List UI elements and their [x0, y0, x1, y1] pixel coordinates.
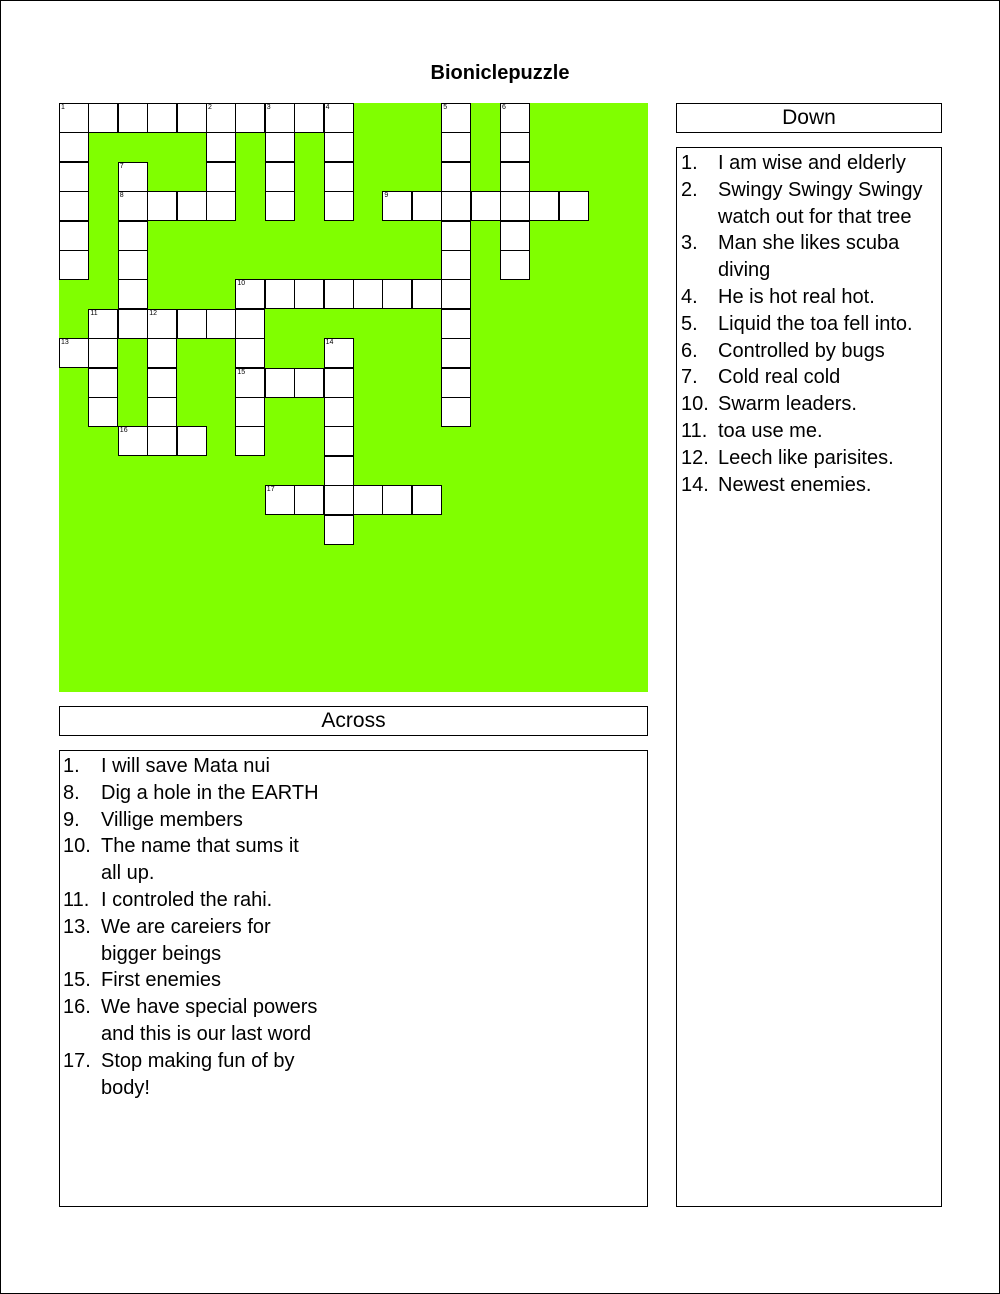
clue-text: I will save Mata nui	[101, 755, 270, 777]
cell-number: 9	[384, 192, 389, 200]
clue-text: We are careiers for bigger beings	[101, 915, 271, 965]
grid-cell[interactable]	[147, 309, 177, 339]
down-clue	[681, 364, 941, 391]
grid-cell[interactable]	[177, 309, 207, 339]
grid-cell[interactable]	[265, 279, 295, 309]
grid-cell[interactable]	[324, 103, 354, 133]
grid-cell[interactable]	[441, 279, 471, 309]
clue-number: 6.	[681, 339, 698, 362]
clue-number: 8.	[63, 781, 80, 804]
cell-number: 7	[119, 162, 124, 170]
clue-number: 13.	[63, 915, 91, 938]
grid-cell[interactable]	[441, 338, 471, 368]
grid-cell[interactable]	[324, 456, 354, 486]
grid-cell[interactable]	[206, 103, 236, 133]
grid-cell[interactable]	[382, 279, 412, 309]
across-header: Across	[59, 706, 648, 736]
grid-cell[interactable]	[265, 103, 295, 133]
grid-cell[interactable]	[353, 485, 383, 515]
clue-text: Swingy Swingy Swingy watch out for that tree	[718, 178, 923, 228]
clue-number: 11.	[681, 419, 708, 442]
puzzle-title: Bioniclepuzzle	[430, 62, 570, 84]
grid-cell[interactable]	[500, 250, 530, 280]
grid-cell[interactable]	[235, 368, 265, 398]
across-clue	[63, 914, 647, 968]
grid-cell[interactable]	[206, 309, 236, 339]
grid-cell[interactable]	[206, 162, 236, 192]
cell-number: 6	[502, 104, 506, 111]
cell-number: 8	[119, 192, 124, 200]
grid-cell[interactable]	[206, 191, 236, 221]
clue-text: We have special powers and this is our last word	[101, 996, 318, 1045]
down-clue	[681, 472, 941, 499]
down-clue-list	[677, 148, 941, 498]
grid-cell[interactable]	[118, 191, 148, 221]
grid-cell[interactable]	[294, 368, 324, 398]
grid-cell[interactable]	[324, 162, 354, 192]
grid-cell[interactable]	[147, 191, 177, 221]
grid-cell[interactable]	[88, 368, 118, 398]
clue-number: 12.	[681, 446, 709, 469]
across-clue	[63, 1048, 647, 1102]
grid-cell[interactable]	[265, 485, 295, 515]
grid-cell[interactable]	[118, 426, 148, 456]
clue-number: 4.	[681, 285, 698, 308]
down-clue	[681, 338, 941, 365]
grid-cell[interactable]	[265, 191, 295, 221]
clue-text: Controlled by bugs	[718, 339, 885, 362]
grid-cell[interactable]	[147, 103, 177, 133]
grid-cell[interactable]	[59, 221, 89, 251]
grid-cell[interactable]	[235, 103, 265, 133]
grid-cell[interactable]	[441, 397, 471, 427]
grid-cell[interactable]	[441, 191, 471, 221]
cell-number: 5	[443, 104, 448, 111]
grid-cell[interactable]	[324, 515, 354, 545]
grid-cell[interactable]	[441, 309, 471, 339]
clue-text: Newest enemies.	[718, 473, 872, 496]
grid-cell[interactable]	[412, 485, 442, 515]
clue-number: 15.	[63, 969, 91, 992]
grid-cell[interactable]	[441, 368, 471, 398]
grid-cell[interactable]	[59, 250, 89, 280]
grid-cell[interactable]	[412, 279, 442, 309]
cell-number: 3	[266, 104, 271, 111]
down-clue	[681, 150, 941, 177]
grid-cell[interactable]	[382, 191, 412, 221]
grid-cell[interactable]	[294, 103, 324, 133]
cell-number: 4	[325, 104, 330, 111]
across-clue	[63, 994, 647, 1048]
cell-number: 1	[61, 104, 65, 111]
clue-number: 3.	[681, 232, 698, 255]
across-clues-panel	[59, 750, 648, 1207]
grid-cell[interactable]	[441, 132, 471, 162]
across-clue	[63, 833, 647, 887]
grid-cell[interactable]	[118, 103, 148, 133]
down-clue	[681, 311, 941, 338]
grid-cell[interactable]	[412, 191, 442, 221]
across-clue	[63, 780, 647, 807]
grid-cell[interactable]	[529, 191, 559, 221]
cell-number: 15	[237, 368, 246, 376]
clue-text: Man she likes scuba diving	[718, 232, 900, 282]
grid-cell[interactable]	[59, 103, 89, 133]
grid-cell[interactable]	[324, 368, 354, 398]
grid-cell[interactable]	[500, 162, 530, 192]
down-clue	[681, 391, 941, 418]
grid-cell[interactable]	[147, 426, 177, 456]
grid-cell[interactable]	[324, 191, 354, 221]
grid-cell[interactable]	[500, 191, 530, 221]
down-clues-panel	[676, 147, 942, 1207]
grid-cell[interactable]	[500, 132, 530, 162]
grid-cell[interactable]	[441, 103, 471, 133]
grid-cell[interactable]	[235, 426, 265, 456]
down-clue	[681, 284, 941, 311]
clue-number: 7.	[681, 366, 698, 389]
cell-number: 13	[61, 339, 69, 347]
grid-cell[interactable]	[324, 397, 354, 427]
grid-cell[interactable]	[118, 279, 148, 309]
cell-number: 12	[149, 309, 157, 317]
cell-number: 2	[208, 104, 212, 111]
clue-text: Leech like parisites.	[718, 446, 894, 469]
clue-number: 16.	[63, 996, 91, 1019]
grid-cell[interactable]	[471, 191, 501, 221]
clue-text: Dig a hole in the EARTH	[101, 781, 319, 804]
grid-cell[interactable]	[324, 426, 354, 456]
clue-number: 1.	[63, 755, 80, 777]
grid-cell[interactable]	[59, 132, 89, 162]
clue-number: 1.	[681, 152, 698, 174]
grid-cell[interactable]	[324, 485, 354, 515]
grid-cell[interactable]	[59, 162, 89, 192]
grid-cell[interactable]	[147, 368, 177, 398]
clue-text: He is hot real hot.	[718, 285, 875, 308]
clue-text: Stop making fun of by body!	[101, 1049, 295, 1099]
across-clue	[63, 967, 647, 994]
clue-number: 2.	[681, 178, 698, 201]
grid-cell[interactable]	[294, 485, 324, 515]
grid-cell[interactable]	[265, 162, 295, 192]
grid-cell[interactable]	[177, 191, 207, 221]
grid-cell[interactable]	[382, 485, 412, 515]
cell-number: 11	[90, 309, 98, 317]
grid-cell[interactable]	[235, 279, 265, 309]
cell-number: 17	[266, 486, 275, 494]
grid-cell[interactable]	[59, 191, 89, 221]
grid-cell[interactable]	[324, 132, 354, 162]
clue-number: 9.	[63, 808, 80, 831]
clue-number: 11.	[63, 888, 90, 911]
grid-cell[interactable]	[177, 426, 207, 456]
grid-cell[interactable]	[206, 132, 236, 162]
grid-cell[interactable]	[88, 103, 118, 133]
clue-text: Liquid the toa fell into.	[718, 312, 913, 335]
clue-text: Swarm leaders.	[718, 393, 857, 416]
down-clue	[681, 230, 941, 284]
grid-cell[interactable]	[441, 221, 471, 251]
grid-cell[interactable]	[500, 221, 530, 251]
down-clue	[681, 445, 941, 472]
clue-number: 17.	[63, 1049, 91, 1072]
grid-cell[interactable]	[235, 338, 265, 368]
grid-cell[interactable]	[118, 221, 148, 251]
grid-cell[interactable]	[324, 338, 354, 368]
grid-cell[interactable]	[500, 103, 530, 133]
grid-cell[interactable]	[441, 250, 471, 280]
grid-cell[interactable]	[88, 309, 118, 339]
across-clue	[63, 887, 647, 914]
grid-cell[interactable]	[88, 338, 118, 368]
grid-cell[interactable]	[559, 191, 589, 221]
cell-number: 16	[119, 427, 128, 435]
grid-cell[interactable]	[353, 279, 383, 309]
grid-cell[interactable]	[441, 162, 471, 192]
clue-text: First enemies	[101, 969, 222, 992]
clue-text: Villige members	[101, 808, 243, 831]
grid-cell[interactable]	[235, 397, 265, 427]
crossword-grid	[59, 103, 648, 692]
grid-cell[interactable]	[235, 309, 265, 339]
grid-cell[interactable]	[59, 338, 89, 368]
clue-text: Cold real cold	[718, 366, 841, 389]
down-clue	[681, 418, 941, 445]
clue-number: 10.	[681, 393, 709, 416]
cell-number: 14	[325, 339, 334, 347]
clue-text: I am wise and elderly	[718, 152, 906, 174]
across-clue	[63, 753, 647, 780]
clue-text: I controled the rahi.	[101, 888, 273, 911]
clue-text: toa use me.	[718, 419, 823, 442]
cell-number: 10	[237, 280, 246, 288]
grid-cell[interactable]	[294, 279, 324, 309]
across-clue-list	[60, 751, 647, 1101]
grid-cell[interactable]	[147, 397, 177, 427]
grid-cell[interactable]	[177, 103, 207, 133]
grid-cell[interactable]	[265, 132, 295, 162]
clue-number: 5.	[681, 312, 698, 335]
clue-number: 10.	[63, 835, 91, 858]
clue-number: 14.	[681, 473, 709, 496]
across-clue	[63, 807, 647, 834]
grid-cell[interactable]	[324, 279, 354, 309]
clue-text: The name that sums it all up.	[101, 835, 299, 885]
grid-cell[interactable]	[265, 368, 295, 398]
grid-cell[interactable]	[118, 162, 148, 192]
down-header: Down	[676, 103, 942, 133]
grid-cell[interactable]	[118, 250, 148, 280]
down-clue	[681, 177, 941, 231]
grid-cell[interactable]	[118, 309, 148, 339]
grid-cell[interactable]	[147, 338, 177, 368]
grid-cell[interactable]	[88, 397, 118, 427]
